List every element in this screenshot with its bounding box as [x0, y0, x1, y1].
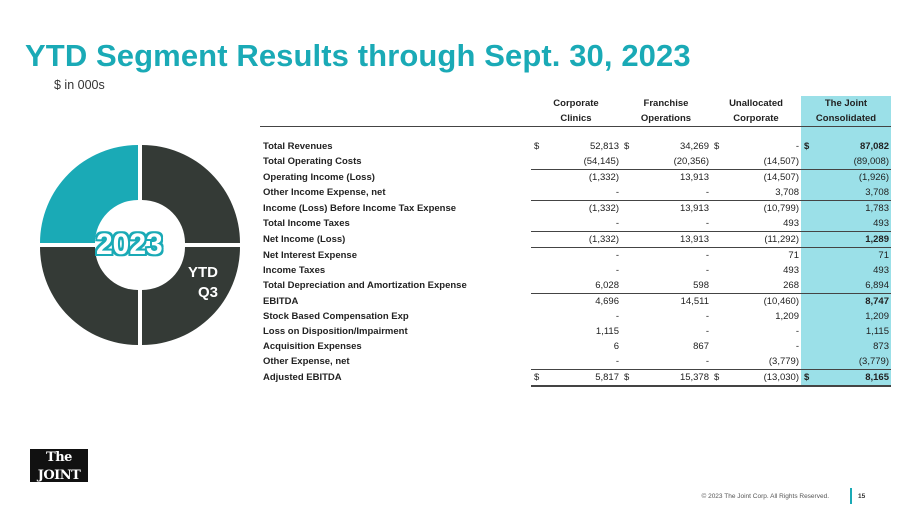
value-cell: 1,783 — [814, 201, 891, 217]
currency-symbol: $ — [801, 370, 814, 387]
currency-symbol — [531, 354, 544, 370]
row-label: Total Income Taxes — [263, 218, 350, 230]
table-row — [260, 216, 891, 232]
value-cell: 5,817 — [544, 370, 621, 387]
value-cell: 6 — [613, 341, 619, 352]
value-cell: 493 — [783, 218, 799, 229]
value-cell: 1,209 — [814, 309, 891, 324]
currency-symbol — [711, 154, 724, 170]
value-cell: 598 — [693, 280, 709, 291]
value-cell: (10,460) — [724, 294, 801, 310]
value-cell: - — [795, 141, 799, 152]
currency-symbol — [711, 185, 724, 201]
donut-year-label: 2023 — [96, 228, 163, 261]
value-cell: (14,507) — [763, 156, 799, 167]
currency-symbol — [531, 294, 544, 310]
currency-symbol — [801, 354, 814, 370]
currency-symbol — [621, 294, 634, 310]
currency-symbol: $ — [714, 141, 720, 152]
table-row — [260, 324, 891, 339]
value-cell: - — [795, 341, 799, 352]
value-cell: - — [615, 187, 619, 198]
donut-period-label — [188, 263, 218, 303]
copyright-text: © 2023 The Joint Corp. All Rights Reserved. — [701, 493, 829, 500]
currency-symbol — [531, 263, 544, 278]
currency-symbol — [621, 232, 634, 248]
value-cell: 1,115 — [814, 324, 891, 339]
currency-symbol — [531, 154, 544, 170]
value-cell: 71 — [724, 248, 801, 264]
currency-symbol — [621, 248, 634, 264]
currency-symbol — [621, 154, 634, 170]
value-cell: - — [615, 265, 619, 276]
currency-symbol — [801, 248, 814, 264]
currency-symbol — [621, 201, 634, 217]
currency-symbol — [531, 201, 544, 217]
currency-symbol — [711, 309, 724, 324]
currency-symbol — [531, 324, 544, 339]
value-cell: - — [615, 311, 619, 322]
value-cell: 8,747 — [814, 294, 891, 310]
table-row — [260, 248, 891, 264]
col-header-corporate-clinics: Corporate Clinics — [531, 96, 621, 127]
table-row — [260, 154, 891, 170]
table-body — [260, 139, 891, 386]
currency-symbol — [711, 278, 724, 294]
row-label: Loss on Disposition/Impairment — [263, 326, 408, 337]
row-label: Income (Loss) Before Income Tax Expense — [263, 202, 457, 214]
currency-symbol — [531, 339, 544, 354]
value-cell: (10,799) — [724, 201, 801, 217]
value-cell: 3,708 — [775, 187, 799, 198]
value-cell: 493 — [814, 216, 891, 232]
currency-symbol — [801, 278, 814, 294]
row-label: EBITDA — [263, 295, 299, 307]
currency-symbol — [621, 263, 634, 278]
currency-symbol — [711, 216, 724, 232]
value-cell: - — [705, 326, 709, 337]
table-row — [260, 232, 891, 248]
value-cell: 34,269 — [679, 141, 709, 152]
value-cell: 6,028 — [595, 280, 619, 291]
currency-symbol — [801, 294, 814, 310]
row-label: Total Operating Costs — [263, 156, 362, 168]
currency-symbol — [531, 185, 544, 201]
table-row — [260, 354, 891, 370]
value-cell: - — [615, 356, 619, 367]
currency-symbol — [531, 170, 544, 186]
col-header-franchise-operations: Franchise Operations — [621, 96, 711, 127]
currency-symbol — [801, 263, 814, 278]
currency-symbol — [531, 248, 544, 264]
donut-quarter-text: Q3 — [197, 284, 218, 301]
value-cell: - — [705, 356, 709, 367]
currency-symbol — [711, 339, 724, 354]
currency-symbol — [621, 185, 634, 201]
row-label: Total Revenues — [263, 141, 333, 152]
row-label: Operating Income (Loss) — [263, 171, 375, 183]
page-number: 15 — [858, 493, 866, 500]
currency-symbol — [711, 324, 724, 339]
value-cell: 87,082 — [814, 139, 891, 154]
value-cell: - — [795, 326, 799, 337]
currency-symbol: $ — [711, 370, 724, 387]
currency-symbol: $ — [801, 139, 814, 154]
currency-symbol — [621, 309, 634, 324]
value-cell: 268 — [783, 280, 799, 291]
currency-symbol — [621, 170, 634, 186]
value-cell: (14,507) — [724, 170, 801, 186]
value-cell: (3,779) — [768, 356, 799, 367]
logo-tagline: chiropractic — [41, 486, 77, 493]
currency-symbol: $ — [621, 370, 634, 387]
row-label: Stock Based Compensation Exp — [263, 311, 409, 322]
value-cell: (89,008) — [814, 154, 891, 170]
currency-symbol — [801, 324, 814, 339]
currency-symbol — [801, 154, 814, 170]
value-cell: 52,813 — [589, 141, 619, 152]
table-row — [260, 294, 891, 310]
currency-symbol — [801, 232, 814, 248]
value-cell: 13,913 — [634, 201, 711, 217]
value-cell: (13,030) — [724, 370, 801, 387]
donut-ytd-text: YTD — [188, 264, 218, 281]
currency-symbol — [801, 339, 814, 354]
table-row — [260, 309, 891, 324]
value-cell: (54,145) — [583, 156, 619, 167]
row-label: Total Depreciation and Amortization Expense — [263, 280, 467, 292]
row-label: Other Expense, net — [263, 356, 350, 368]
value-cell: - — [705, 187, 709, 198]
table-row — [260, 185, 891, 201]
value-cell: - — [705, 218, 709, 229]
currency-symbol — [531, 309, 544, 324]
value-cell: (20,356) — [673, 156, 709, 167]
value-cell: 13,913 — [634, 232, 711, 248]
footer-divider — [850, 488, 852, 504]
company-logo — [30, 449, 88, 493]
value-cell: 6,894 — [814, 278, 891, 294]
currency-symbol — [801, 185, 814, 201]
value-cell: 4,696 — [544, 294, 621, 310]
value-cell: (3,779) — [814, 354, 891, 370]
currency-symbol: $ — [534, 141, 540, 152]
currency-symbol: $ — [531, 370, 544, 387]
currency-symbol — [531, 232, 544, 248]
value-cell: 1,289 — [814, 232, 891, 248]
table-row — [260, 263, 891, 278]
value-cell: 493 — [814, 263, 891, 278]
currency-symbol — [801, 309, 814, 324]
value-cell: 1,115 — [595, 326, 619, 337]
currency-symbol — [621, 324, 634, 339]
currency-symbol — [711, 294, 724, 310]
value-cell: 71 — [814, 248, 891, 264]
currency-symbol — [711, 248, 724, 264]
table-row — [260, 278, 891, 294]
logo-wordmark: The JOINT — [37, 450, 81, 483]
row-label: Income Taxes — [263, 265, 326, 276]
value-cell: 8,165 — [814, 370, 891, 387]
value-cell: 15,378 — [634, 370, 711, 387]
value-cell: 493 — [783, 265, 799, 276]
value-cell: (11,292) — [724, 232, 801, 248]
value-cell: 14,511 — [634, 294, 711, 310]
row-label: Net Income (Loss) — [263, 234, 346, 245]
currency-symbol — [711, 263, 724, 278]
currency-symbol — [711, 354, 724, 370]
value-cell: (1,332) — [544, 232, 621, 248]
value-cell: 1,209 — [775, 311, 799, 322]
value-cell: (1,332) — [544, 201, 621, 217]
value-cell: 13,913 — [634, 170, 711, 186]
col-header-consolidated: The Joint Consolidated — [801, 96, 891, 127]
currency-symbol — [711, 232, 724, 248]
row-label: Acquisition Expenses — [263, 341, 362, 352]
value-cell: - — [634, 248, 711, 264]
currency-symbol — [801, 170, 814, 186]
value-cell: 867 — [693, 341, 709, 352]
currency-symbol — [621, 339, 634, 354]
currency-symbol — [801, 201, 814, 217]
table-row — [260, 370, 891, 387]
table-row — [260, 339, 891, 354]
table-row — [260, 170, 891, 186]
value-cell: - — [705, 265, 709, 276]
units-subtitle: $ in 000s — [54, 78, 105, 92]
segment-results-table — [260, 96, 891, 387]
value-cell: - — [544, 248, 621, 264]
currency-symbol: $ — [624, 141, 630, 152]
value-cell: (1,332) — [544, 170, 621, 186]
value-cell: - — [615, 218, 619, 229]
currency-symbol — [711, 170, 724, 186]
currency-symbol — [621, 216, 634, 232]
value-cell: 873 — [814, 339, 891, 354]
row-label: Other Income Expense, net — [263, 187, 386, 199]
header-spacer — [260, 96, 531, 127]
value-cell: 3,708 — [814, 185, 891, 201]
currency-symbol — [531, 216, 544, 232]
col-header-unallocated-corporate: Unallocated Corporate — [711, 96, 801, 127]
currency-symbol — [621, 278, 634, 294]
currency-symbol — [801, 216, 814, 232]
value-cell: - — [705, 311, 709, 322]
row-label: Adjusted EBITDA — [263, 372, 342, 384]
table-row — [260, 139, 891, 154]
table-row — [260, 201, 891, 217]
currency-symbol — [621, 354, 634, 370]
row-label: Net Interest Expense — [263, 249, 357, 261]
value-cell: (1,926) — [814, 170, 891, 186]
currency-symbol — [531, 278, 544, 294]
page-title: YTD Segment Results through Sept. 30, 2023 — [25, 38, 691, 73]
currency-symbol — [711, 201, 724, 217]
